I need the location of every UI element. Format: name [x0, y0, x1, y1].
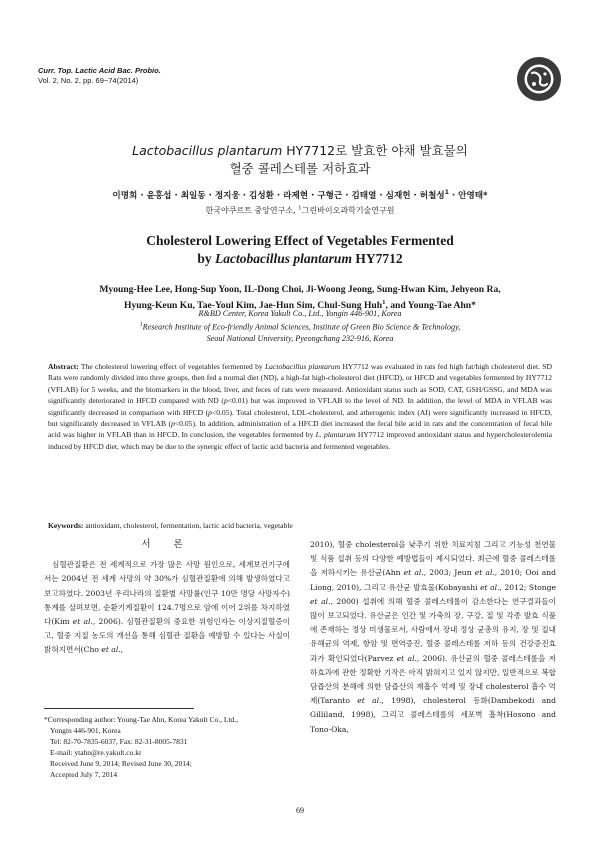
intro-paragraph — [44, 558, 290, 657]
intro-text: ., 2000) 섭취에 의해 혈중 콜레스테롤이 감소한다는 연구결과들이 많이 보고되었다. 유산균은 인간 및 가축의 장, 구강, 질 및 각종 발효 식품에 존재하는 정상 미생물로서, 사람에서 장내 정상 균총의 유지, 장 및 질내 유해균의 억제, 항암 및 면역증진, 혈중 콜레스테롤 저하 등의 건강증진효과가 확인되었다(Parvez — [310, 596, 556, 663]
abstract-p-value: p — [223, 396, 228, 406]
korean-author-last: · 안영태* — [448, 191, 488, 201]
intro-text: 심혈관질환은 전 세계적으로 가장 많은 사망 원인으로, 세계보건기구에서는 2004년 전 세계 사망의 약 30%가 심혈관질환에 의해 발생하였다고 보고하였다. 2003년 우리나라의 질환별 사망률(인구 10만 명당 사망자수) 통계를 살펴보면, 순환기계질환이 124.7명으로 암에 이어 2위를 차지하였다(Kim — [44, 560, 290, 627]
abstract-p-value: p — [171, 419, 175, 429]
society-seal-icon — [516, 56, 562, 102]
footnote-line: Accepted July 7, 2014 — [50, 770, 118, 779]
intro-text: ., 2006). 유산균의 혈중 콜레스테롤을 저하효과에 관한 정확한 기작은 아직 밝혀지고 있지 않지만, 일반적으로 복합담즙산의 분해에 의한 담즙산의 재흡수 억제 및 장내 cholesterol 흡수 억제(Taranto — [310, 653, 556, 706]
english-authors-last: , and Young-Tae Ahn* — [385, 300, 476, 312]
citation-etal: et al — [72, 617, 91, 627]
english-affil-line3: Seoul National University, Pyeongchang 232-916, Korea — [206, 333, 394, 343]
abstract-text-5: <0.05). In addition, administration of a HFCD diet increased the fecal bile acid in rats and the concentration of fecal bile acid was higher in VFLAB than in HFCD. In conclusion, the vegetables fermented by — [48, 419, 553, 440]
korean-affiliation — [40, 205, 560, 216]
footnote-line: Tel: 82-70-7835-6037, Fax: 82-31-8005-7831 — [50, 737, 188, 746]
citation-etal: et al — [396, 653, 415, 663]
citation-etal: et al — [403, 568, 422, 578]
citation-etal: et al — [310, 596, 329, 606]
korean-author-sup: 1 — [444, 189, 449, 197]
abstract-label: Abstract: — [48, 362, 79, 371]
english-affil-sup: 1 — [139, 321, 143, 328]
korean-title-species: Lactobacillus plantarum — [132, 143, 283, 158]
english-authors-line1: Myoung-Hee Lee, Hong-Sup Yoon, IL-Dong Choi, Ji-Woong Jeong, Sung-Hwan Kim, Jehyeon Ra, — [99, 284, 501, 295]
english-title-post: HY7712 — [351, 251, 403, 266]
english-affiliation — [40, 308, 560, 344]
keywords — [48, 521, 552, 530]
page-number: 69 — [296, 806, 304, 815]
footnote-email: E-mail: ytahn@re.yakult.co.kr — [50, 748, 142, 757]
citation-etal: et al — [357, 696, 380, 706]
english-title-species: Lactobacillus plantarum — [215, 251, 352, 266]
footnote-line: *Corresponding author: Young-Tae Ahn, Korea Yakult Co., Ltd., — [44, 715, 239, 724]
footnote-divider — [44, 708, 194, 709]
intro-text: ., — [118, 645, 124, 655]
intro-text: 2010), 혈중 cholesterol을 낮추기 위한 치료지침 그리고 기능성 천연물 및 식품 섭취 등의 다양한 예방법들이 제시되었다. 최근에 혈중 콜레스테롤을 저하시키는 유산균(Ahn — [310, 540, 556, 578]
korean-author-list: 이명희 · 윤홍섭 · 최일동 · 정지웅 · 김성환 · 라제현 · 구형근 · 김태열 · 심재헌 · 허철성 — [112, 191, 445, 201]
intro-text: ., 2003; Jeun — [421, 568, 475, 578]
abstract-species-short: L. plantarum — [315, 430, 356, 440]
korean-title — [40, 142, 560, 178]
english-title — [40, 232, 560, 268]
footnote-line: Yongin 446-901, Korea — [50, 726, 121, 735]
english-authors-sup: 1 — [382, 299, 386, 306]
korean-title-line1: HY7712로 발효한 야채 발효물의 — [282, 143, 468, 158]
intro-text: ., 1998), cholesterol 동화(Dambekodi and Gilliland, 1998), 그리고 콜레스테롤의 세포벽 흡착(Hosono and Tono-Oka, — [310, 696, 556, 734]
keywords-label: Keywords: — [48, 521, 84, 530]
korean-authors — [40, 189, 560, 201]
intro-left-column — [44, 538, 290, 658]
intro-text: ., 2012; Stonge — [497, 582, 556, 592]
abstract-text-3: <0.01) but was improved in VFLAB to the level of ND. In addition, the level of MDA in VFLAB was significantly decreased in comparison with HFCD ( — [48, 396, 552, 417]
footnote-line: Received June 9, 2014; Revised June 30, 2014; — [50, 759, 192, 768]
journal-header — [38, 66, 161, 86]
keywords-text: antioxidant, cholesterol, fermentation, lactic acid bacteria, vegetable — [83, 521, 293, 530]
abstract — [48, 361, 552, 452]
abstract-text-4: <0.05). Total cholesterol, LDL-cholesterol, and atherogenic index (AI) were significantly increased in HFCD, but significantly decreased in VFLAB ( — [48, 407, 553, 429]
intro-right-column — [310, 538, 556, 737]
citation-etal: et al — [480, 582, 498, 592]
corresponding-footnote — [44, 714, 294, 780]
english-affil-line1: R&BD Center, Korea Yakult Co., Ltd., Yongin 446-901, Korea — [198, 309, 402, 318]
english-title-pre: by — [197, 251, 216, 266]
english-affil-line2: Research Institute of Eco-friendly Animal Sciences, Institute of Green Bio Science & Technology, — [142, 322, 461, 332]
intro-text: ., 2010; Ooi and Liong, 2010), 그리고 유산균 발효물(Kobayashi — [310, 568, 556, 592]
korean-affil-sup: 1 — [298, 205, 302, 212]
journal-volume: Vol. 2, No. 2, pp. 69~74(2014) — [38, 76, 139, 85]
intro-paragraph — [310, 538, 556, 737]
korean-affil-main: 한국야쿠르트 중앙연구소, — [205, 206, 299, 215]
intro-text: ., 2006). 심혈관질환의 중요한 위험인자는 이상지질혈증이고, 혈중 지질 농도의 개선을 통해 심혈관 질환을 예방할 수 있다는 사실이 밝혀지면서(Cho — [44, 617, 291, 655]
abstract-text-1: The cholesterol lowering effect of vegetables fermented by — [78, 362, 265, 371]
citation-etal: et al — [101, 645, 119, 655]
english-title-line1: Cholesterol Lowering Effect of Vegetables Fermented — [146, 233, 454, 248]
english-authors-line2: Hyung-Keun Ku, Tae-Youl Kim, Jae-Hun Sim, Chul-Sung Huh — [124, 300, 383, 312]
korean-title-line2: 혈중 콜레스테롤 저하효과 — [229, 161, 371, 176]
abstract-text-6: HY7712 improved antioxidant status and hypercholesterolemia induced by HFCD diet, which may be due to the synergic effect of lactic acid bacteria and fermented vegetables. — [48, 430, 552, 451]
citation-etal: et al — [474, 568, 493, 578]
abstract-text-2: HY7712 was evaluated in rats fed high fat/high cholesterol diet. SD Rats were randomly divided into three groups, then fed a normal diet (ND), a high-fat high-cholesterol diet (HFCD), or HFCD and vegetables fermented by HY7712 (VFLAB) for 5 weeks, and the biomarkers in the blood, liver, and feces of rats were measured. Antioxidant status such as SOD, CAT, GSH/GSSG, and MDA was significantly deteriorated in HFCD compared with ND ( — [48, 362, 553, 406]
abstract-species: Lactobacillus plantarum — [264, 362, 341, 371]
journal-name: Curr. Top. Lactic Acid Bac. Probio. — [38, 66, 161, 75]
korean-affil-rest: 그린바이오과학기술연구원 — [301, 206, 395, 215]
abstract-p-value: p — [208, 407, 212, 417]
section-title: 서 론 — [141, 539, 193, 550]
